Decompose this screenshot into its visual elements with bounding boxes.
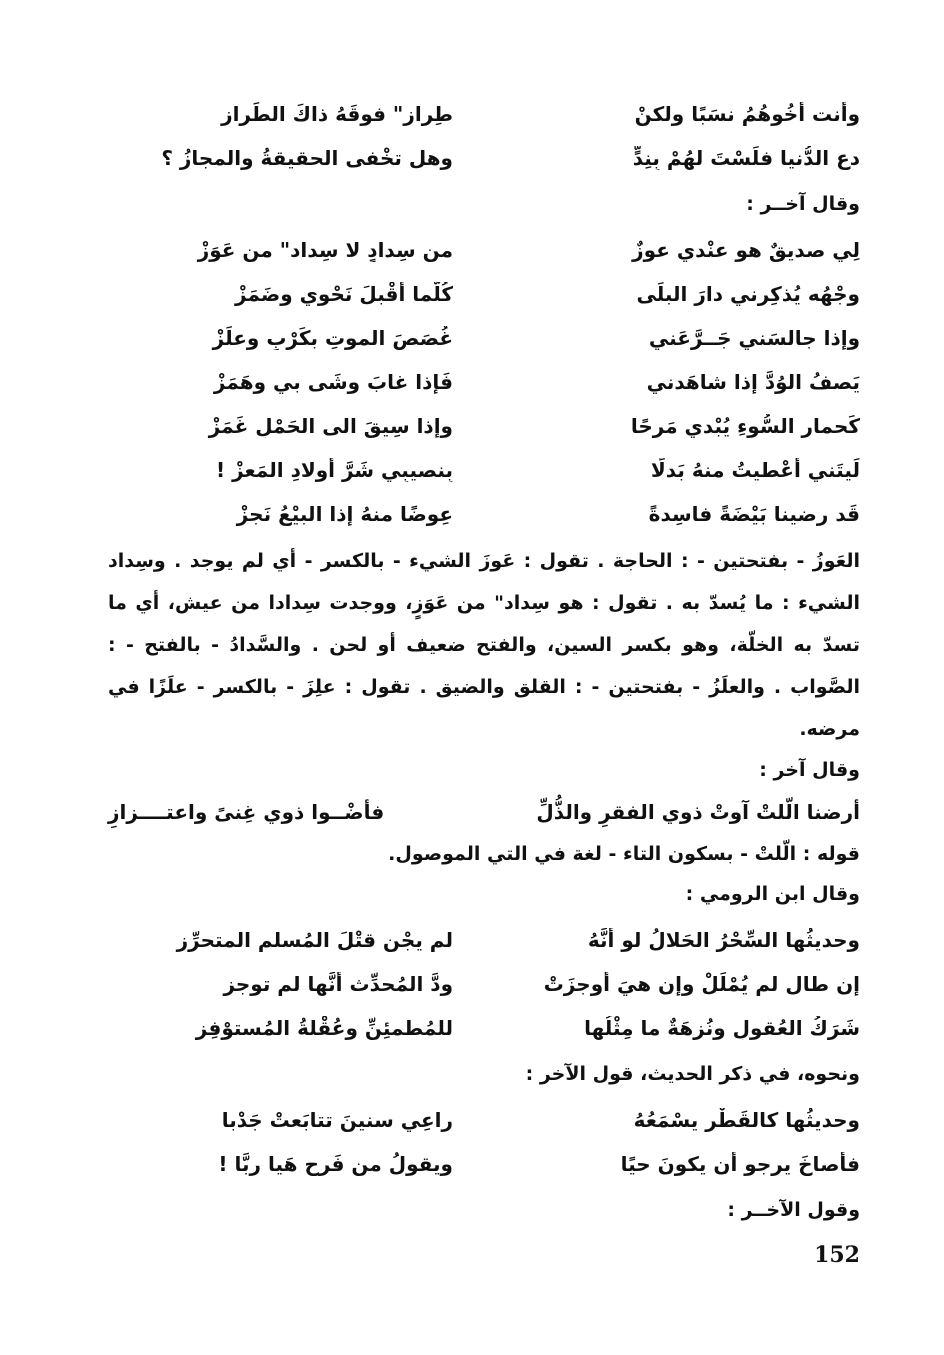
commentary-paragraph: العَوزُ - بفتحتين - : الحاجة . تقول : عَوزَ الشيء - بالكسر - أي لم يوجد . وسِداد الشيء : ما يُسدّ به . تقول : هو سِداد" من عَوَزٍ، ووجدت سِدادا من عيش، أي ما تسدّ به الخلّة، وهو بكسر السين، والفتح ضعيف أو لحن . والسَّدادُ - بالفتح - : الصَّواب . والعلَزُ - بفتحتين - : القلق والضيق . تقول : علِزَ - بالكسر - علَزًا في مرضه. (108, 550, 860, 740)
first-hemistich: وأنت أخُوهُمُ نسَبًا ولكنْ (634, 102, 860, 126)
first-hemistich: لِي صديقٌ هو عنْدي عوزٌ (632, 238, 860, 262)
page-number: 152 (814, 1242, 860, 1268)
second-hemistich: طِراز" فوقَهُ ذاكَ الطِّراز (221, 102, 453, 126)
second-hemistich: وهل تخْفى الحقيقةُ والمجازُ ؟ (161, 146, 453, 170)
second-hemistich: عِوضًا منهُ إذا البيْعُ نَجزْ (236, 502, 453, 526)
verse-line (108, 360, 860, 404)
verse-line (108, 228, 860, 272)
second-hemistich: وإذا سِيقَ الى الحَمْلِ غَمَزْ (208, 414, 453, 438)
verse-line (108, 1142, 860, 1186)
first-hemistich: قَد رضينا بَيْضَةً فاسِدةً (648, 502, 860, 526)
second-hemistich: بِنصيبِي شَرَّ أولادِ المَعزْ ! (216, 458, 453, 482)
first-hemistich: وإذا جالسَني جَــرَّعَني (648, 326, 860, 350)
poem-intro: ونحوه، في ذكر الحديث، قول الآخر : (525, 1063, 860, 1085)
second-hemistich: ويقولُ من فَرحٍ هَيا ربَّا ! (218, 1152, 453, 1176)
second-hemistich: فأضْــوا ذوي غِنىً واعتــــزازِ (108, 800, 385, 824)
second-hemistich: من سِدادٍ لا سِداد" من عَوَزْ (197, 238, 453, 262)
verse-line-wide (108, 790, 860, 834)
verse-line (108, 404, 860, 448)
first-hemistich: لَيتَني أعْطيتُ منهُ بَدلًا (650, 458, 860, 482)
verse-line (108, 448, 860, 492)
first-hemistich: يَصفُ الوُدَّ إذا شاهَدني (646, 370, 860, 394)
verse-line (108, 918, 860, 962)
verse-line (108, 1098, 860, 1142)
first-hemistich: وجْهُه يُذكِرني دارَ البلَى (636, 282, 860, 306)
commentary-note: قوله : الّلتْ - بسكون التاء - لغة في التي الموصول. (388, 843, 860, 865)
verse-group-2 (108, 228, 860, 536)
first-hemistich: وحديثُها السِّحْرُ الحَلالُ لو أنَّهُ (587, 928, 860, 952)
second-hemistich: كُلَّما أقْبلَ نَحْوي وضَمَزْ (235, 282, 453, 306)
verse-group-1 (108, 92, 860, 180)
second-hemistich: فَإذا غابَ وشَى بي وهَمَزْ (213, 370, 453, 394)
verse-line (108, 492, 860, 536)
first-hemistich: إن طال لم يُمْلَلْ وإن هيَ أوجزَتْ (543, 972, 860, 996)
first-hemistich: شَرَكُ العُقولِ ونُزهَةٌ ما مِثْلُها (584, 1016, 860, 1040)
poem-intro: وقال آخر : (759, 759, 860, 781)
first-hemistich: دعِ الدُّنيا فلَسْتَ لهُمْ بِنِدٍّ (632, 146, 860, 170)
poem-intro: وقال ابن الرومي : (685, 883, 860, 905)
first-hemistich: أرضنا الّلتْ آوتْ ذوي الفقرِ والذُّلِّ (536, 800, 860, 824)
verse-group-4 (108, 1098, 860, 1186)
second-hemistich: غُصَصَ الموتِ بكَرْبٍ وعلَزْ (212, 326, 453, 350)
first-hemistich: كَحمارِ السُّوءِ يُبْدي مَرحًا (630, 414, 860, 438)
second-hemistich: ودَّ المُحدِّث أنَّها لم توجزِ (223, 972, 453, 996)
poem-intro: وقال آخــر : (746, 193, 860, 215)
second-hemistich: راعِي سنينَ تتابَعتْ جَدْبا (221, 1108, 453, 1132)
verse-line (108, 272, 860, 316)
first-hemistich: وحديثُها كالقَطْرِ يسْمَعُهُ (633, 1108, 860, 1132)
verse-line (108, 1006, 860, 1050)
second-hemistich: لم يجْنِ قتْلَ المُسلمِ المتحرِّزِ (176, 928, 453, 952)
verse-line (108, 136, 860, 180)
verse-line (108, 316, 860, 360)
first-hemistich: فأصاخَ يرجو أن يكونَ حيًا (620, 1152, 860, 1176)
second-hemistich: للمُطمئِنِّ وعُقْلةُ المُستوْفِزِ (195, 1016, 453, 1040)
poem-intro: وقول الآخــر : (727, 1199, 860, 1221)
verse-line (108, 92, 860, 136)
verse-group-3 (108, 918, 860, 1050)
verse-line (108, 962, 860, 1006)
